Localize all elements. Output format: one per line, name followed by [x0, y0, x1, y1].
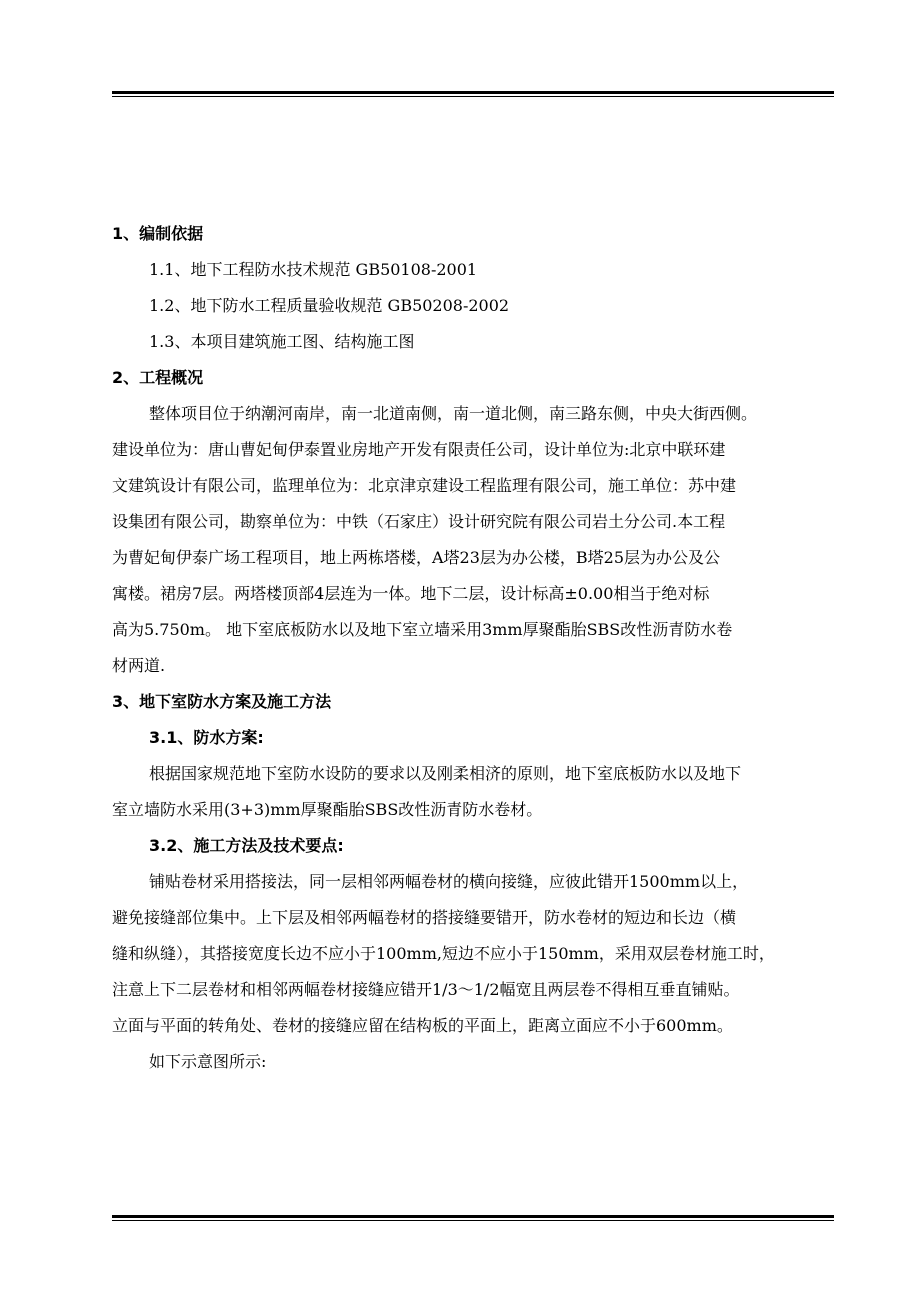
header-double-rule: [112, 91, 834, 97]
overview-line-4: 设集团有限公司，勘察单位为：中铁（石家庄）设计研究院有限公司岩土分公司.本工程: [112, 512, 726, 531]
footer-rule-thin: [112, 1220, 834, 1221]
reference-item-2: 1.2、地下防水工程质量验收规范 GB50208-2002: [149, 296, 510, 315]
footer-rule-thick: [112, 1215, 834, 1218]
header-rule-thin: [112, 96, 834, 97]
overview-line-2: 建设单位为：唐山曹妃甸伊泰置业房地产开发有限责任公司，设计单位为:北京中联环建: [112, 440, 726, 459]
method-line-3: 缝和纵缝），其搭接宽度长边不应小于100mm,短边不应小于150mm，采用双层卷材施工时，: [112, 944, 775, 963]
reference-item-3: 1.3、本项目建筑施工图、结构施工图: [149, 332, 415, 351]
document-body: [112, 216, 834, 1080]
section-1-heading: 1、编制依据: [112, 224, 204, 243]
overview-line-7: 高为5.750m。 地下室底板防水以及地下室立墙采用3mm厚聚酯胎SBS改性沥青防水卷: [112, 620, 733, 639]
overview-line-8: 材两道.: [112, 656, 166, 675]
footer-double-rule: [112, 1215, 834, 1221]
overview-line-6: 寓楼。裙房7层。两塔楼顶部4层连为一体。地下二层，设计标高±0.00相当于绝对标: [112, 584, 710, 603]
subsection-3-2-heading: 3.2、施工方法及技术要点:: [149, 836, 344, 855]
diagram-intro: 如下示意图所示:: [149, 1052, 267, 1071]
method-line-1: 铺贴卷材采用搭接法，同一层相邻两幅卷材的横向接缝，应彼此错开1500mm以上，: [149, 872, 749, 891]
overview-line-3: 文建筑设计有限公司，监理单位为：北京津京建设工程监理有限公司，施工单位：苏中建: [112, 476, 737, 495]
reference-item-1: 1.1、地下工程防水技术规范 GB50108-2001: [149, 260, 478, 279]
plan-line-1: 根据国家规范地下室防水设防的要求以及刚柔相济的原则，地下室底板防水以及地下: [149, 764, 742, 783]
plan-line-2: 室立墙防水采用(3+3)mm厚聚酯胎SBS改性沥青防水卷材。: [112, 800, 543, 819]
section-2-heading: 2、工程概况: [112, 368, 204, 387]
header-rule-thick: [112, 91, 834, 94]
overview-line-1: 整体项目位于纳潮河南岸，南一北道南侧，南一道北侧，南三路东侧，中央大街西侧。: [149, 404, 758, 423]
method-line-5: 立面与平面的转角处、卷材的接缝应留在结构板的平面上，距离立面应不小于600mm。: [112, 1016, 733, 1035]
method-line-4: 注意上下二层卷材和相邻两幅卷材接缝应错开1/3～1/2幅宽且两层卷不得相互垂直铺贴。: [112, 980, 740, 999]
subsection-3-1-heading: 3.1、防水方案:: [149, 728, 264, 747]
overview-line-5: 为曹妃甸伊泰广场工程项目，地上两栋塔楼，A塔23层为办公楼，B塔25层为办公及公: [112, 548, 721, 567]
method-line-2: 避免接缝部位集中。上下层及相邻两幅卷材的搭接缝要错开，防水卷材的短边和长边（横: [112, 908, 737, 927]
section-3-heading: 3、地下室防水方案及施工方法: [112, 692, 332, 711]
